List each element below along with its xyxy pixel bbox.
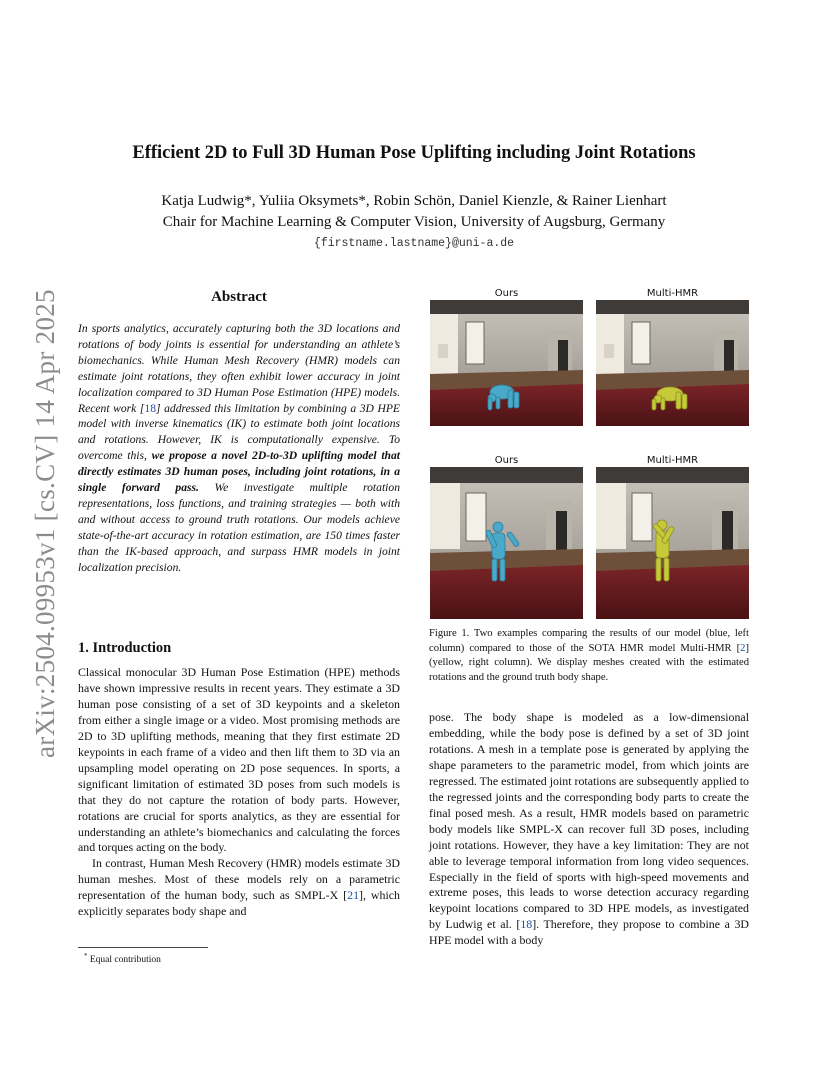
figure-image-multihmr-example-1 (596, 300, 749, 426)
abstract-text: In sports analytics, accurately capturing both the 3D locations and rotations of body joints is essential for understanding an athlete’s biomechanics. While Human Mesh Recovery (HMR) models can estimate joint rotations, they often exhibit lower accuracy in joint localization compared to 3D Human Pose Estimation (HPE) models. Recent work [18] addressed this limitation by combining a 3D HPE model with inverse kinematics (IK) to estimate both joint locations and rotations. However, IK is computationally expensive. To overcome this, we propose a novel 2D-to-3D uplifting model that directly estimates 3D human poses, including joint rotations, in a single forward pass. We investigate multiple rotation representations, loss functions, and training strategies — both with and without access to ground truth rotations. Our models achieve state-of-the-art accuracy in rotation estimation, are 150 times faster than the IK-based approach, and surpass HMR models in joint localization precision. (78, 322, 401, 574)
citation-link[interactable]: 21 (347, 888, 360, 903)
footnote-rule (78, 947, 208, 948)
citation-link[interactable]: 18 (144, 401, 156, 415)
figure-label-ours: Ours (494, 288, 519, 299)
citation-link[interactable]: 2 (740, 642, 746, 654)
footnote: * Equal contribution (84, 952, 161, 966)
figure-image-ours-example-1 (430, 300, 583, 426)
intro-left-column (78, 665, 400, 920)
abstract-heading: Abstract (211, 289, 267, 305)
section-heading-introduction: 1. Introduction (78, 640, 172, 656)
affiliation: Chair for Machine Learning & Computer Vision, University of Augsburg, Germany (162, 214, 666, 230)
email-address: {firstname.lastname}@uni-a.de (313, 237, 515, 250)
figure-label-multihmr: Multi-HMR (646, 455, 699, 466)
figure-caption: Figure 1. Two examples comparing the results of our model (blue, left column) compared to those of the SOTA HMR model Multi-HMR [2] (yellow, right column). We display meshes created with the estimated rotations and the ground truth body shape. (429, 628, 749, 683)
intro-paragraph: Classical monocular 3D Human Pose Estimation (HPE) methods have shown impressive results in recent years. They estimate a 3D human pose consisting of a set of 3D keypoints and a skeleton from either a single image or a video. Most promising methods are 2D to 3D uplifting methods, meaning that they first estimate 2D keypoints in each frame of a video and then lift them to 3D via an upsampling model operating on 2D pose sequences. In sports, a significant limitation of estimated 3D poses from such models is that they do not capture the rotation of body parts. However, rotations are crucial for sports analytics, as they are essential for understanding an athlete’s biomechanics and calculating the forces and torques acting on the body. (78, 665, 400, 855)
citation-link[interactable]: 18 (520, 917, 533, 932)
intro-right-column (429, 710, 749, 949)
intro-paragraph: pose. The body shape is modeled as a low-dimensional embedding, while the body pose is defined by a set of 3D joint rotations. A mesh in a template pose is generated by applying the shape parameters to the parametric model, from which joints are regressed. The estimated joint rotations are subsequently applied to the regressed joints and the corresponding body parts to create the final posed mesh. As a result, HMR models based on parametric body models like SMPL-X can recover full 3D poses, including joint rotations. However, they have a key limitation: They are not able to leverage temporal information from long video sequences. Especially in the field of sports with high-speed movements and extreme poses, this leads to worse detection accuracy regarding keypoint locations compared to 3D HPE models, as investigated by Ludwig et al. [18]. Therefore, they propose to combine a 3D HPE model with a body (429, 710, 749, 948)
figure-label-ours: Ours (494, 455, 519, 466)
arxiv-side-stamp: arXiv:2504.09953v1 [cs.CV] 14 Apr 2025 (30, 289, 60, 758)
paper-title: Efficient 2D to Full 3D Human Pose Uplifting including Joint Rotations (132, 143, 696, 163)
intro-paragraph: In contrast, Human Mesh Recovery (HMR) models estimate 3D human meshes. Most of these models rely on a parametric representation of the human body, such as SMPL-X [21], which explicitly separates body shape and (78, 856, 400, 919)
figure-image-ours-example-2 (430, 467, 583, 619)
figure-image-multihmr-example-2 (596, 467, 749, 619)
figure-label-multihmr: Multi-HMR (646, 288, 699, 299)
author-list: Katja Ludwig*, Yuliia Oksymets*, Robin Schön, Daniel Kienzle, & Rainer Lienhart (161, 193, 667, 209)
